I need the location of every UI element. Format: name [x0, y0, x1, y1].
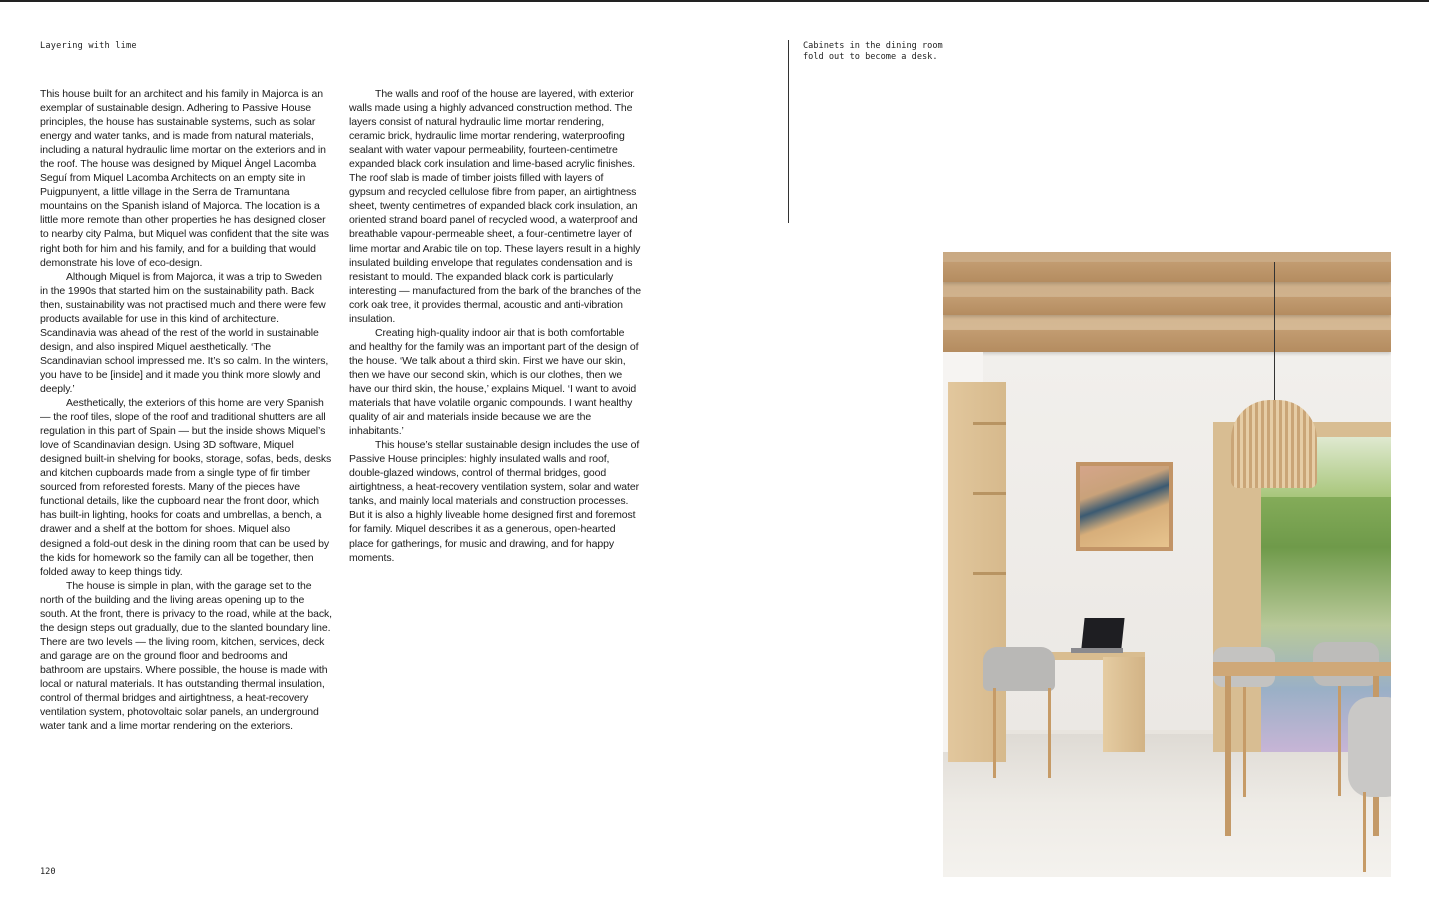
paragraph: The house is simple in plan, with the garage set to the north of the building and the living areas opening up to the south. At the front, there is privacy to the road, while at the back, the design steps out gradually, due to the slanted boundary line. There are two levels — the living room, kitchen, services, deck and garage are on the ground floor and bedrooms and bathroom are upstairs. Where possible, the house is made with local or natural materials. It has outstanding thermal insulation, control of thermal bridges and airtightness, a heat-recovery ventilation system, photovoltaic solar panels, an underground water tank and a lime mortar rendering on the exteriors.	[40, 579, 332, 733]
article-column-left	[40, 87, 332, 733]
caption-line: Cabinets in the dining room	[803, 41, 943, 51]
photo-caption	[803, 41, 953, 62]
cabinet-shelf	[973, 422, 1006, 425]
paragraph: This house built for an architect and his family in Majorca is an exemplar of sustainable design. Adhering to Passive House principles, the house has sustainable systems, such as solar energy and water tanks, and is made from natural materials, including a natural hydraulic lime mortar on the exteriors and in the roof. The house was designed by Miquel Àngel Lacomba Seguí from Miquel Lacomba Architects on an empty site in Puigpunyent, a little village in the Serra de Tramuntana mountains on the Spanish island of Majorca. The location is a little more remote than other properties he has designed closer to nearby city Palma, but Miquel was confident that the site was right both for him and his family, and for a building that would demonstrate his love of eco-design.	[40, 88, 329, 269]
pendant-lamp	[1231, 400, 1317, 488]
cabinet-shelf	[973, 492, 1006, 495]
paragraph: The walls and roof of the house are layered, with exterior walls made using a highly advanced construction method. The layers consist of natural hydraulic lime mortar rendering, ceramic brick, hydraulic lime mortar rendering, waterproofing sealant with water vapour permeability, fourteen-centimetre expanded black cork insulation and lime-based acrylic finishes. The roof slab is made of timber joists filled with layers of gypsum and recycled cellulose fibre from paper, an airtightness sheet, twenty centimetres of expanded black cork insulation, an oriented strand board panel of recycled wood, a waterproof and breathable vapour-permeable sheet, a four-centimetre layer of lime mortar and Arabic tile on top. These layers result in a highly insulated building envelope that regulates condensation and is resistant to mould. The expanded black cork is particularly interesting — manufactured from the bark of the branches of the cork oak tree, it provides thermal, acoustic and anti-vibration insulation.	[349, 88, 641, 325]
caption-rule	[788, 40, 789, 223]
laptop-base	[1071, 648, 1123, 653]
table-leg	[1225, 676, 1231, 836]
ceiling-beam	[943, 262, 1391, 282]
painting	[1080, 466, 1169, 547]
desk-chair	[983, 647, 1055, 691]
running-head: Layering with lime	[40, 41, 137, 51]
lamp-cord	[1274, 262, 1275, 402]
dining-chair	[1348, 697, 1391, 797]
paragraph: Creating high-quality indoor air that is both comfortable and healthy for the family was an important part of the design of the house. ‘We talk about a third skin. First we have our skin, then we have our second skin, which is our clothes, then we have our third skin, the house,’ explains Miquel. ‘I want to avoid materials that have volatile organic compounds. I want healthy quality of air and materials inside because we are the inhabitants.’	[349, 326, 639, 438]
ceiling-beam	[943, 297, 1391, 315]
dining-table	[1213, 662, 1391, 676]
paragraph: This house’s stellar sustainable design includes the use of Passive House principles: highly insulated walls and roof, double-glazed windows, control of thermal bridges, good airtightness, a heat-recovery ventilation system, solar and water tanks, and mainly local materials and construction processes. But it is also a highly liveable home designed first and foremost for family. Miquel describes it as a generous, open-hearted place for gatherings, for music and drawing, and for happy moments.	[349, 439, 640, 564]
ceiling-beam	[943, 330, 1391, 352]
chair-leg	[1243, 687, 1246, 797]
chair-leg	[1338, 686, 1341, 796]
page-number: 120	[40, 867, 56, 877]
desk-cabinet	[1103, 657, 1145, 752]
caption-line: fold out to become a desk.	[803, 51, 938, 62]
interior-photo	[943, 252, 1391, 877]
laptop-screen	[1081, 618, 1124, 648]
desk-chair-legs	[993, 688, 1051, 778]
top-rule	[0, 0, 1429, 2]
chair-leg	[1363, 792, 1366, 872]
cabinet-shelf	[973, 572, 1006, 575]
article-column-right	[349, 87, 641, 565]
paragraph: Although Miquel is from Majorca, it was a trip to Sweden in the 1990s that started him on the sustainability path. Back then, sustainability was not practised much and there were few products available for use in this kind of architecture. Scandinavia was ahead of the rest of the world in sustainable design, and also inspired Miquel aesthetically. ‘The Scandinavian school impressed me. It’s so calm. In the winters, you have to be [inside] and it made you think more slowly and deeply.’	[40, 270, 329, 395]
paragraph: Aesthetically, the exteriors of this home are very Spanish — the roof tiles, slope of the roof and traditional shutters are all regulation in this part of Spain — but the inside shows Miquel’s love of Scandinavian design. Using 3D software, Miquel designed built-in shelving for books, storage, sofas, beds, desks and kitchen cupboards made from a single type of fir timber sourced from reforested forests. Many of the pieces have functional details, like the cupboard near the front door, which has built-in lighting, hooks for coats and umbrellas, a bench, a drawer and a shelf at the bottom for shoes. Miquel also designed a fold-out desk in the dining room that can be used by the kids for homework so the family can all be together, then folded away to keep things tidy.	[40, 397, 332, 578]
